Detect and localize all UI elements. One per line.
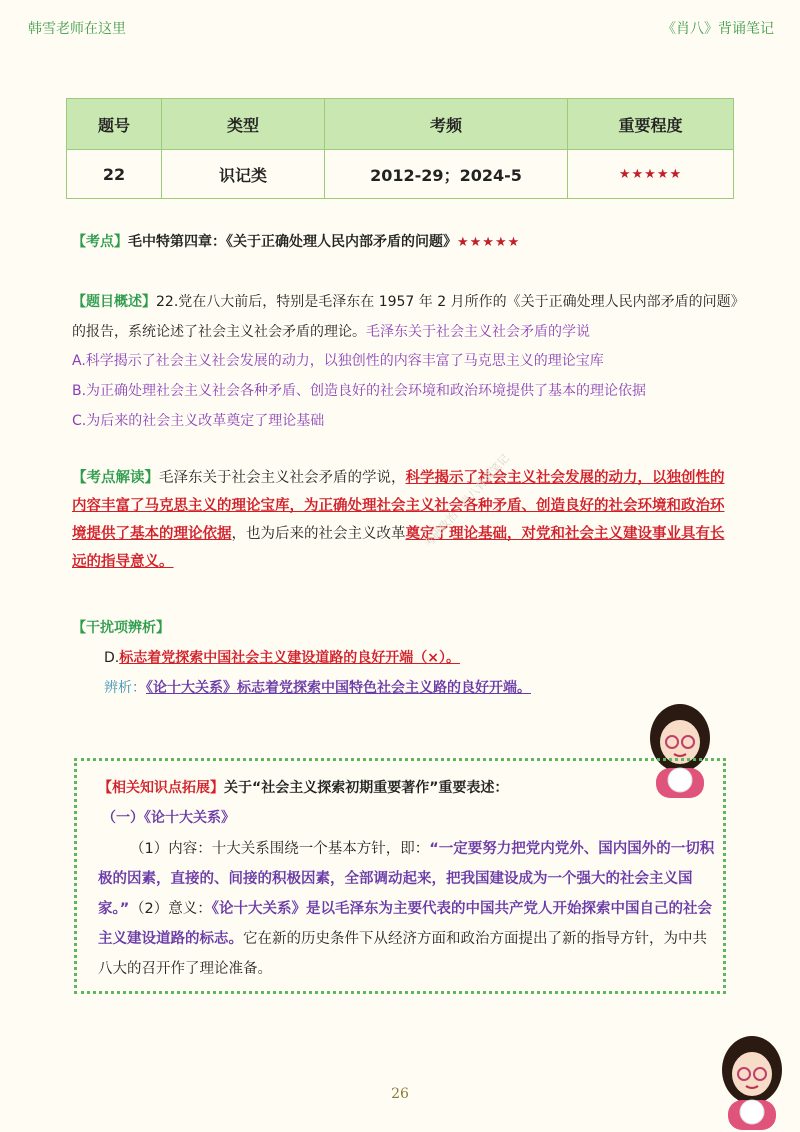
cell-type: 识记类 xyxy=(162,150,325,199)
analysis-text-2: ，也为后来的社会主义改革 xyxy=(231,526,406,542)
option-c: C.为后来的社会主义改革奠定了理论基础 xyxy=(72,413,325,429)
table-header-freq: 考频 xyxy=(325,99,568,150)
point-2-text: 它在新的历史条件下从经济方面和政治方面提出了新的指导方针，为中共八大的召开作了理论准备。 xyxy=(98,931,707,977)
analysis-text-1: 毛泽东关于社会主义社会矛盾的学说， xyxy=(159,470,406,486)
distractor-d-prefix: D. xyxy=(104,650,120,666)
kaodian-text: 毛中特第四章：《关于正确处理人民内部矛盾的问题》 xyxy=(128,234,457,250)
option-a: A.科学揭示了社会主义社会发展的动力，以独创性的内容丰富了马克思主义的理论宝库 xyxy=(72,353,604,369)
point-1-text: “一定要努力把党内党外、国内国外的一切积极的因素，直接的、间接的积极因素，全部调动起来，把我国建设成为一个强大的社会主义国家。” xyxy=(98,841,715,917)
distractor-d xyxy=(104,648,460,668)
table-header-row xyxy=(67,99,734,150)
summary-text-1: 22.党在八大前后，特别是毛泽东在 1957 年 2 月所作的《关于正确处理人民内部矛盾的问题》 xyxy=(156,294,745,310)
distractor-tag: 【干扰项辨析】 xyxy=(72,620,170,636)
header-right-title: 《肖八》背诵笔记 xyxy=(662,21,774,37)
extension-tag: 【相关知识点拓展】 xyxy=(98,780,224,796)
table-header-importance: 重要程度 xyxy=(568,99,734,150)
extension-subtitle: （一）《论十大关系》 xyxy=(102,810,235,826)
summary-line-2 xyxy=(72,322,590,342)
point-2-bold: 《论十大关系》是以毛泽东为主要代表的中国共产党人开始探索中国自己的社会主义建设道路的标志。 xyxy=(98,901,712,947)
cell-freq: 2012-29；2024-5 xyxy=(325,150,568,199)
table-header-type: 类型 xyxy=(162,99,325,150)
analysis-highlight-1: 科学揭示了社会主义社会发展的动力，以独创性的内容丰富了马克思主义的理论宝库，为正确处理社会主义社会各种矛盾、创造良好的社会环境和政治环境提供了基本的理论依据 xyxy=(72,470,725,542)
cell-stars: ★★★★★ xyxy=(568,150,734,199)
point-1-label: （1）内容：十大关系围绕一个基本方针，即： xyxy=(130,841,430,857)
table-header-no: 题号 xyxy=(67,99,162,150)
kaodian-line xyxy=(72,232,520,253)
extension-header xyxy=(98,778,508,798)
page-number: 26 xyxy=(391,1086,409,1102)
extension-point-2 xyxy=(98,894,718,984)
distractor-analysis-text: 《论十大关系》标志着党探索中国特色社会主义路的良好开端。 xyxy=(146,680,531,696)
distractor-d-text: 标志着党探索中国社会主义建设道路的良好开端（×）。 xyxy=(119,650,460,666)
cell-no: 22 xyxy=(67,150,162,199)
extension-title: 关于“社会主义探索初期重要著作”重要表述： xyxy=(224,780,509,796)
summary-tag: 【题目概述】 xyxy=(72,294,156,310)
distractor-analysis-label: 辨析： xyxy=(104,680,146,696)
point-2-label: （2）意义： xyxy=(130,901,212,917)
teacher-avatar-bottom xyxy=(712,1030,792,1130)
summary-question: 毛泽东关于社会主义社会矛盾的学说 xyxy=(366,324,590,340)
option-b: B.为正确处理社会主义社会各种矛盾、创造良好的社会环境和政治环境提供了基本的理论依据 xyxy=(72,383,647,399)
analysis-paragraph xyxy=(72,464,732,576)
table-row xyxy=(67,150,734,199)
summary-line-1 xyxy=(72,292,745,312)
header-left-title: 韩雪老师在这里 xyxy=(28,21,126,37)
analysis-highlight-2: 奠定了理论基础，对党和社会主义建设事业具有长远的指导意义。 xyxy=(72,526,725,570)
summary-text-2: 的报告，系统论述了社会主义社会矛盾的理论。 xyxy=(72,324,366,340)
kaodian-tag: 【考点】 xyxy=(72,234,128,250)
distractor-analysis xyxy=(104,678,531,698)
kaodian-stars: ★★★★★ xyxy=(457,235,521,250)
analysis-tag: 【考点解读】 xyxy=(72,470,159,486)
watermark-text: 考研政治 · 肖八背诵笔记 xyxy=(421,451,512,551)
question-meta-table xyxy=(66,98,734,199)
